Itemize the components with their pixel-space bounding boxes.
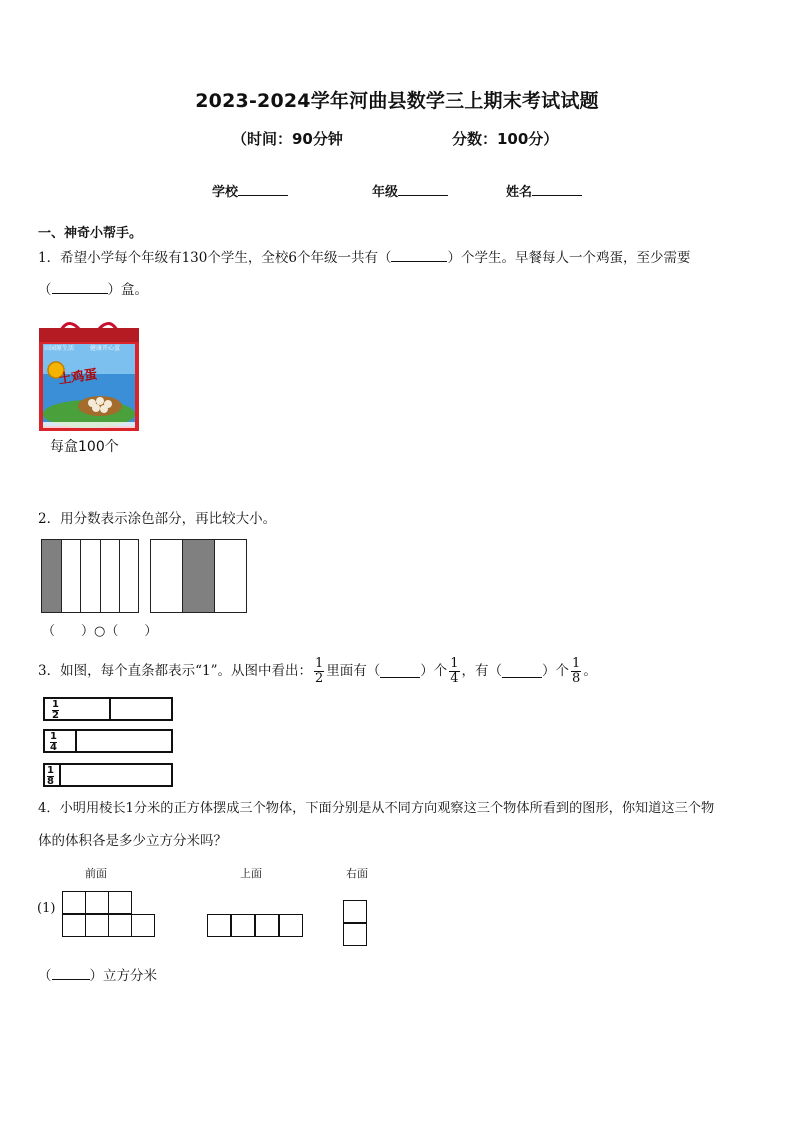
cube-square	[231, 914, 255, 937]
frac-denominator: 2	[314, 670, 324, 686]
q2-part	[100, 539, 120, 613]
school-label: 学校	[212, 185, 239, 200]
q4-answer	[38, 966, 157, 986]
frac-numerator: 1	[50, 731, 57, 742]
frac-denominator: 8	[572, 670, 581, 686]
frac-denominator: 2	[52, 710, 59, 721]
egg-box-tag-1: 田园原生活	[44, 345, 75, 352]
q2-part	[119, 539, 139, 613]
q4-item-label: (1)	[37, 901, 56, 916]
q4-line2: 体的体积各是多少立方分米吗？	[38, 833, 227, 849]
grade-blank[interactable]	[398, 183, 448, 196]
cube-square	[343, 923, 367, 946]
q3-blank-1[interactable]	[380, 665, 420, 678]
frac-numerator: 1	[52, 699, 59, 710]
q4-top-label: 上面	[240, 867, 262, 880]
q2-figure-fifths	[41, 539, 139, 613]
q1-line2	[38, 280, 148, 300]
q3-frac-half	[314, 657, 324, 686]
q3-text-e: ）个	[542, 663, 570, 679]
cube-square	[62, 914, 86, 937]
q1-blank-1[interactable]	[391, 249, 447, 262]
name-field[interactable]	[506, 181, 582, 200]
q3-bar-quarter	[43, 729, 173, 753]
exam-score: 分数：100分）	[452, 130, 559, 148]
q3-bar-half-label	[52, 700, 59, 721]
q3-line	[38, 654, 597, 688]
grade-field[interactable]	[372, 181, 448, 200]
school-field[interactable]	[212, 181, 288, 200]
school-blank[interactable]	[238, 183, 288, 196]
name-blank[interactable]	[532, 183, 582, 196]
frac-denominator: 4	[450, 670, 459, 686]
egg-box-caption: 每盒100个	[50, 439, 119, 455]
q2-text: 2．用分数表示涂色部分，再比较大小。	[38, 511, 277, 527]
q2-part	[150, 539, 183, 613]
q2-shaded-part	[182, 539, 215, 613]
cube-square	[85, 914, 109, 937]
q4-answer-unit: ）立方分米	[89, 968, 157, 984]
cube-square	[255, 914, 279, 937]
q1-blank-2[interactable]	[52, 281, 108, 294]
q4-front-view	[62, 891, 160, 939]
q3-blank-2[interactable]	[502, 665, 542, 678]
q4-right-label: 右面	[346, 867, 368, 880]
egg-box-tag-2: 健康开心蛋	[90, 345, 121, 352]
q4-front-label: 前面	[85, 867, 107, 880]
frac-numerator: 1	[47, 765, 54, 776]
q3-text-f: 。	[583, 663, 597, 679]
cube-square	[108, 914, 132, 937]
cube-square	[207, 914, 231, 937]
q3-text-d: ，有（	[461, 663, 503, 679]
cube-square	[85, 891, 109, 914]
cube-square	[343, 900, 367, 923]
q3-bar-eighth	[43, 763, 173, 787]
q3-text-a: 3．如图，每个直条都表示“1”。从图中看出：	[38, 663, 312, 679]
q2-answer[interactable]: （ ）○（ ）	[42, 624, 158, 639]
q3-bar-half	[43, 697, 173, 721]
q3-bar-quarter-label	[50, 732, 57, 753]
q1-text-b: ）个学生。早餐每人一个鸡蛋，至少需要	[447, 250, 691, 266]
frac-numerator: 1	[572, 655, 581, 671]
cube-square	[108, 891, 132, 914]
q3-frac-quarter	[449, 657, 459, 686]
egg-box-brand: 土鸡蛋	[57, 367, 99, 388]
frac-denominator: 4	[50, 742, 57, 753]
q1-text-a: 1．希望小学每个年级有130个学生，全校6个年级一共有（	[38, 250, 392, 266]
q3-text-c: ）个	[420, 663, 448, 679]
egg-box-image	[38, 318, 140, 432]
q2-shaded-part	[41, 539, 62, 613]
q4-answer-open: （	[38, 968, 52, 984]
q2-figure-thirds	[150, 539, 247, 613]
frac-numerator: 1	[314, 655, 324, 671]
frac-denominator: 8	[47, 776, 54, 787]
name-label: 姓名	[506, 185, 533, 200]
q1-text-c: （	[38, 282, 52, 298]
q2-part	[61, 539, 81, 613]
q1-text-d: ）盒。	[107, 282, 148, 298]
q4-blank[interactable]	[52, 967, 90, 980]
q1-line1	[38, 248, 690, 268]
q4-line1: 4．小明用棱长1分米的正方体摆成三个物体，下面分别是从不同方向观察这三个物体所看到的图形，你知道这三个物	[38, 801, 715, 816]
cube-square	[62, 891, 86, 914]
q4-top-view	[207, 914, 305, 938]
cube-square	[279, 914, 303, 937]
section-heading: 一、神奇小帮手。	[38, 226, 143, 241]
q3-text-b: 里面有（	[326, 663, 381, 679]
frac-numerator: 1	[450, 655, 459, 671]
page-title: 2023-2024学年河曲县数学三上期末考试试题	[195, 90, 599, 112]
q2-part	[214, 539, 247, 613]
q3-bar-eighth-label	[47, 766, 54, 787]
grade-label: 年级	[372, 185, 399, 200]
q2-part	[80, 539, 101, 613]
q3-frac-eighth	[571, 657, 581, 686]
cube-square	[131, 914, 155, 937]
exam-time: （时间：90分钟	[232, 130, 343, 148]
q4-right-view	[343, 900, 367, 948]
